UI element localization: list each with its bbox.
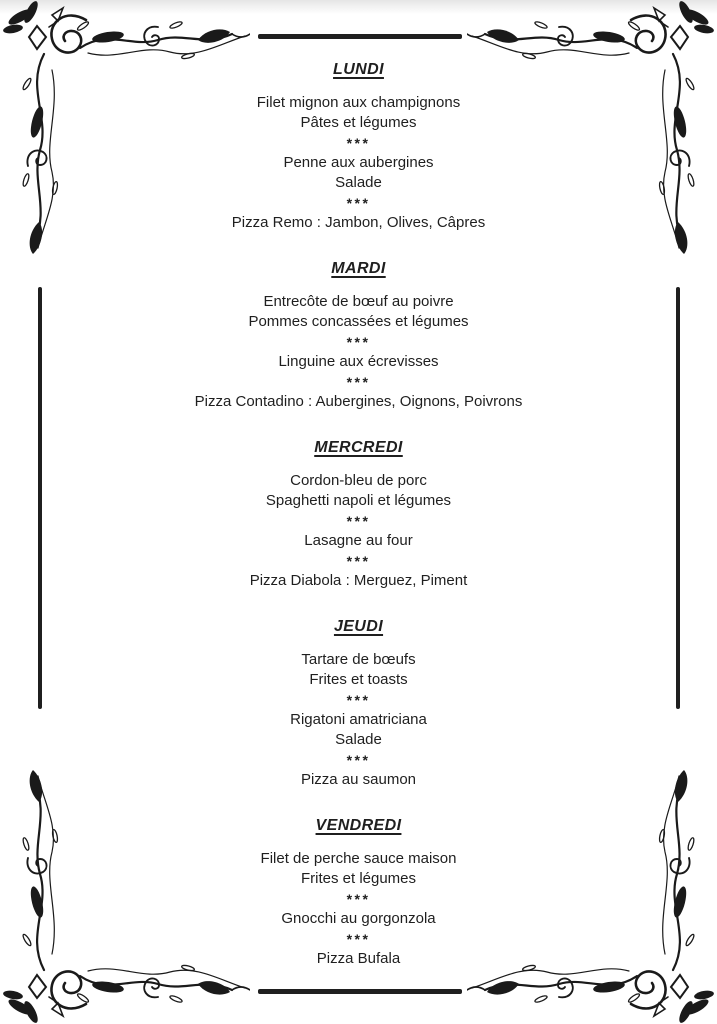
- day-courses: [89, 849, 629, 969]
- course-separator: ***: [346, 931, 371, 947]
- menu-day-section: [89, 617, 629, 790]
- day-heading: LUNDI: [333, 61, 384, 78]
- left-border-bar: [38, 287, 42, 709]
- menu-item-line: Entrecôte de bœuf au poivre: [263, 293, 454, 310]
- menu-day-section: [89, 259, 629, 412]
- bottom-divider-bar: [258, 989, 462, 994]
- menu-item-line: Gnocchi au gorgonzola: [281, 910, 436, 927]
- menu-item-line: Pizza Contadino : Aubergines, Oignons, Poivrons: [194, 393, 523, 410]
- menu-item-line: Salade: [335, 731, 382, 748]
- menu-item-line: Pâtes et légumes: [300, 114, 417, 131]
- day-heading: JEUDI: [333, 618, 384, 635]
- day-courses: [89, 650, 629, 790]
- day-heading: MERCREDI: [314, 439, 403, 456]
- menu-item-line: Frites et toasts: [309, 671, 408, 688]
- menu-item-line: Frites et légumes: [300, 870, 417, 887]
- course-separator: ***: [346, 752, 371, 768]
- course-separator: ***: [346, 553, 371, 569]
- menu-item-line: Filet de perche sauce maison: [260, 850, 457, 867]
- menu-item-line: Penne aux aubergines: [283, 154, 434, 171]
- course-separator: ***: [346, 195, 371, 211]
- menu-item-line: Rigatoni amatriciana: [290, 711, 427, 728]
- day-courses: [89, 471, 629, 591]
- menu-item-line: Filet mignon aux champignons: [256, 94, 461, 111]
- menu-item-line: Pommes concassées et légumes: [248, 313, 469, 330]
- day-heading: MARDI: [331, 260, 386, 277]
- menu-item-line: Pizza au saumon: [300, 771, 417, 788]
- menu-item-line: Linguine aux écrevisses: [278, 353, 439, 370]
- course-separator: ***: [346, 513, 371, 529]
- menu-day-section: [89, 60, 629, 233]
- course-separator: ***: [346, 891, 371, 907]
- menu-item-line: Pizza Diabola : Merguez, Piment: [249, 572, 468, 589]
- menu-day-section: [89, 438, 629, 591]
- menu-item-line: Tartare de bœufs: [301, 651, 416, 668]
- course-separator: ***: [346, 334, 371, 350]
- course-separator: ***: [346, 135, 371, 151]
- menu-item-line: Pizza Remo : Jambon, Olives, Câpres: [231, 214, 486, 231]
- course-separator: ***: [346, 692, 371, 708]
- menu-item-line: Salade: [335, 174, 382, 191]
- menu-item-line: Cordon-bleu de porc: [290, 472, 427, 489]
- right-border-bar: [676, 287, 680, 709]
- menu-item-line: Lasagne au four: [304, 532, 413, 549]
- menu-item-line: Spaghetti napoli et légumes: [265, 492, 452, 509]
- top-divider-bar: [258, 34, 462, 39]
- course-separator: ***: [346, 374, 371, 390]
- weekly-menu: [89, 60, 629, 969]
- day-courses: [89, 292, 629, 412]
- day-courses: [89, 93, 629, 233]
- menu-day-section: [89, 816, 629, 969]
- day-heading: VENDREDI: [315, 817, 402, 834]
- menu-item-line: Pizza Bufala: [316, 950, 401, 967]
